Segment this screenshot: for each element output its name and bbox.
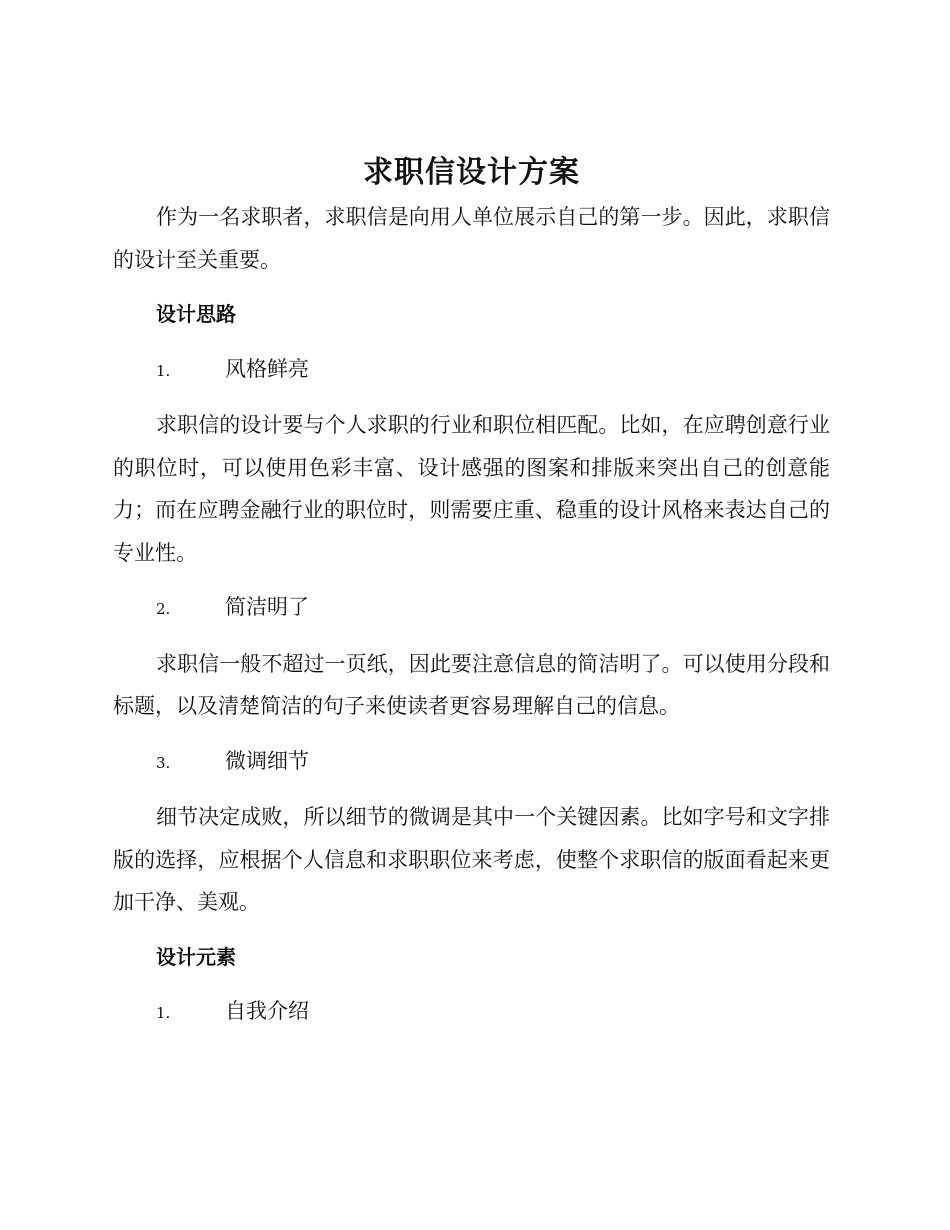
intro-paragraph: 作为一名求职者，求职信是向用人单位展示自己的第一步。因此，求职信的设计至关重要。	[113, 205, 830, 272]
list-number: 1.	[156, 361, 171, 380]
list-item-details	[113, 740, 830, 785]
document-page	[113, 150, 830, 1035]
document-title: 求职信设计方案	[363, 155, 580, 190]
body-paragraph-details: 细节决定成败，所以细节的微调是其中一个关键因素。比如字号和文字排版的选择，应根据个人信息和求职职位来考虑，使整个求职信的版面看起来更加干净、美观。	[113, 805, 830, 914]
list-item-title: 微调细节	[225, 748, 309, 773]
list-item-style	[113, 348, 830, 393]
list-number: 3.	[156, 753, 171, 772]
section-heading-design-ideas: 设计思路	[156, 302, 236, 326]
list-item-title: 简洁明了	[225, 595, 309, 619]
list-item-title: 自我介绍	[225, 999, 309, 1023]
list-item-title: 风格鲜亮	[225, 356, 309, 381]
body-paragraph-concise: 求职信一般不超过一页纸，因此要注意信息的简洁明了。可以使用分段和标题，以及清楚简洁的句子来使读者更容易理解自己的信息。	[113, 651, 830, 718]
body-paragraph-style: 求职信的设计要与个人求职的行业和职位相匹配。比如，在应聘创意行业的职位时，可以使用色彩丰富、设计感强的图案和排版来突出自己的创意能力；而在应聘金融行业的职位时，则需要庄重、稳重的设计风格来表达自己的专业性。	[113, 413, 830, 565]
section-heading-design-elements: 设计元素	[156, 944, 236, 969]
list-item-concise	[113, 586, 830, 631]
list-item-self-intro	[113, 990, 830, 1035]
list-number: 2.	[156, 600, 171, 618]
list-number: 1.	[156, 1004, 171, 1022]
